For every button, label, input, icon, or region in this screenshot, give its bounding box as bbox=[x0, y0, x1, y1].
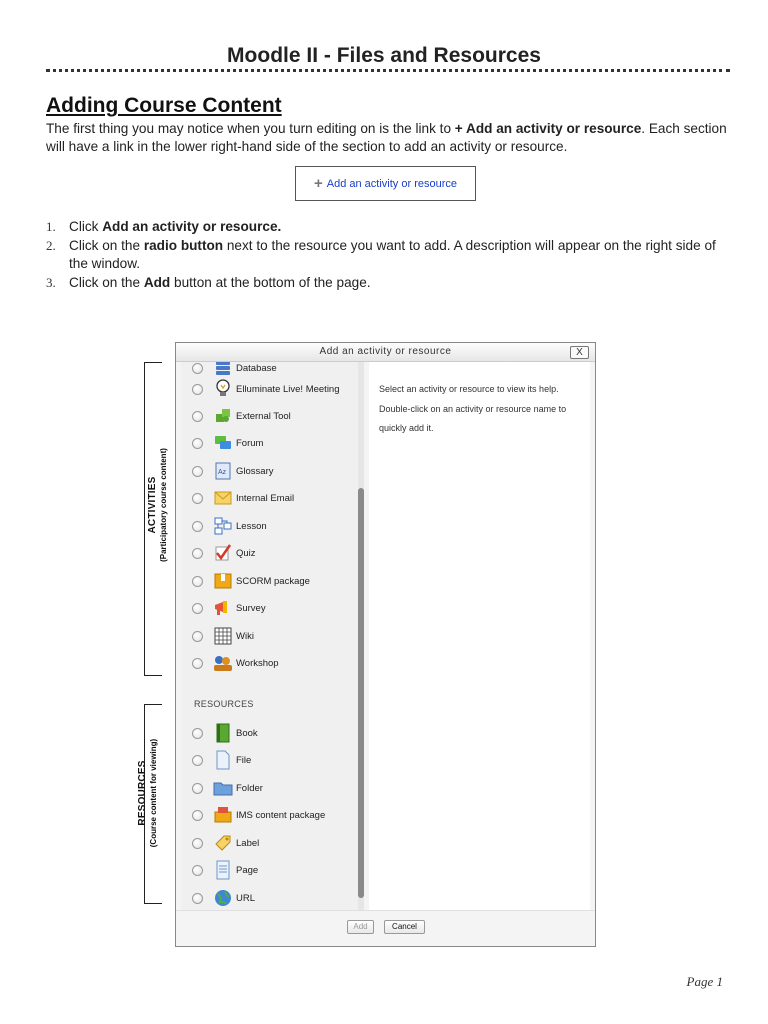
folder-icon bbox=[213, 778, 233, 798]
radio-button[interactable] bbox=[192, 893, 203, 904]
step-number: 3. bbox=[46, 274, 56, 290]
step-text-post: button at the bottom of the page. bbox=[170, 274, 371, 290]
puzzle-icon bbox=[213, 406, 233, 426]
item-label: Internal Email bbox=[236, 492, 295, 504]
item-label: Lesson bbox=[236, 520, 267, 532]
scorm-icon bbox=[213, 571, 233, 591]
item-label: Folder bbox=[236, 782, 263, 794]
step-item bbox=[46, 218, 736, 237]
checkmark-icon bbox=[213, 543, 233, 563]
megaphone-icon bbox=[213, 598, 233, 618]
envelope-icon bbox=[213, 488, 233, 508]
list-item-file[interactable] bbox=[181, 748, 356, 772]
module-list[interactable] bbox=[181, 362, 363, 910]
list-scrollbar[interactable] bbox=[358, 362, 364, 910]
item-label: Elluminate Live! Meeting bbox=[236, 383, 340, 395]
add-button[interactable]: Add bbox=[347, 920, 374, 934]
item-label: Quiz bbox=[236, 547, 256, 559]
item-label: IMS content package bbox=[236, 809, 326, 821]
page-icon bbox=[213, 860, 233, 880]
list-item-url[interactable] bbox=[181, 886, 356, 910]
list-item-elluminate[interactable] bbox=[181, 377, 356, 401]
radio-button[interactable] bbox=[192, 603, 203, 614]
radio-button[interactable] bbox=[192, 363, 203, 374]
resources-label-main: RESOURCES bbox=[137, 760, 148, 826]
list-item-book[interactable] bbox=[181, 721, 356, 745]
item-label: Wiki bbox=[236, 630, 254, 642]
step-text-bold: Add bbox=[143, 274, 171, 290]
step-text-pre: Click on the bbox=[69, 237, 144, 253]
item-label: Forum bbox=[236, 437, 264, 449]
dialog-header bbox=[176, 343, 595, 362]
step-text-bold: Add an activity or resource. bbox=[102, 219, 282, 234]
radio-button[interactable] bbox=[192, 548, 203, 559]
list-item-scorm[interactable] bbox=[181, 569, 356, 593]
item-label: File bbox=[236, 754, 252, 766]
list-item-forum[interactable] bbox=[181, 431, 356, 455]
page-number: Page 1 bbox=[686, 974, 723, 989]
list-item-workshop[interactable] bbox=[181, 651, 356, 675]
glossary-icon bbox=[213, 461, 233, 481]
help-text: Select an activity or resource to view its help. Double-click on an activity or resource name to quickly add it. bbox=[379, 384, 567, 433]
list-item-external-tool[interactable] bbox=[181, 404, 356, 428]
item-label: External Tool bbox=[236, 410, 291, 422]
step-number: 2. bbox=[46, 237, 56, 253]
step-text-pre: Click on the bbox=[69, 274, 144, 290]
item-label: URL bbox=[236, 892, 256, 904]
dialog-title: Add an activity or resource bbox=[319, 346, 452, 357]
radio-button[interactable] bbox=[192, 466, 203, 477]
radio-button[interactable] bbox=[192, 493, 203, 504]
radio-button[interactable] bbox=[192, 576, 203, 587]
step-number: 1. bbox=[46, 219, 56, 234]
radio-button[interactable] bbox=[192, 755, 203, 766]
radio-button[interactable] bbox=[192, 631, 203, 642]
add-activity-link-label[interactable]: Add an activity or resource bbox=[326, 177, 457, 190]
wiki-icon bbox=[213, 626, 233, 646]
activities-label-main: ACTIVITIES bbox=[147, 476, 158, 534]
resources-side-label bbox=[137, 713, 163, 873]
list-item-glossary[interactable] bbox=[181, 459, 356, 483]
item-label: SCORM package bbox=[236, 575, 310, 587]
radio-button[interactable] bbox=[192, 728, 203, 739]
item-label: Database bbox=[236, 362, 277, 374]
scrollbar-thumb[interactable] bbox=[358, 488, 364, 898]
lightbulb-icon bbox=[213, 379, 233, 399]
radio-button[interactable] bbox=[192, 438, 203, 449]
radio-button[interactable] bbox=[192, 783, 203, 794]
radio-button[interactable] bbox=[192, 810, 203, 821]
list-item-page[interactable] bbox=[181, 858, 356, 882]
item-label: Workshop bbox=[236, 657, 279, 669]
package-icon bbox=[213, 805, 233, 825]
activities-side-label bbox=[147, 425, 173, 585]
list-item-survey[interactable] bbox=[181, 596, 356, 620]
intro-text-bold: + Add an activity or resource bbox=[454, 121, 642, 136]
document-title: Moodle II - Files and Resources bbox=[227, 44, 541, 67]
database-icon bbox=[213, 362, 233, 378]
section-heading: Adding Course Content bbox=[46, 94, 282, 117]
intro-text-pre: The first thing you may notice when you turn editing on is the link to bbox=[46, 121, 455, 136]
item-label: Book bbox=[236, 727, 258, 739]
book-icon bbox=[213, 723, 233, 743]
globe-icon bbox=[213, 888, 233, 908]
radio-button[interactable] bbox=[192, 838, 203, 849]
intro-text-post: . Each section will have a link in the lower right-hand side of the section to add an activity or resource. bbox=[46, 121, 727, 154]
item-label: Label bbox=[236, 837, 260, 849]
item-label: Page bbox=[236, 864, 259, 876]
list-item-quiz[interactable] bbox=[181, 541, 356, 565]
list-item-wiki[interactable] bbox=[181, 624, 356, 648]
activities-label-sub: (Participatory course content) bbox=[159, 448, 168, 562]
steps-list bbox=[46, 218, 736, 292]
cancel-button[interactable]: Cancel bbox=[384, 920, 425, 934]
step-item bbox=[46, 237, 736, 274]
resources-label-sub: (Course content for viewing) bbox=[149, 738, 158, 848]
radio-button[interactable] bbox=[192, 865, 203, 876]
forum-icon bbox=[213, 433, 233, 453]
radio-button[interactable] bbox=[192, 658, 203, 669]
radio-button[interactable] bbox=[192, 521, 203, 532]
list-item-lesson[interactable] bbox=[181, 514, 356, 538]
radio-button[interactable] bbox=[192, 384, 203, 395]
list-item-label[interactable] bbox=[181, 831, 356, 855]
step-text-pre: Click bbox=[69, 219, 103, 234]
item-label: Glossary bbox=[236, 465, 274, 477]
tag-icon bbox=[213, 833, 233, 853]
plus-icon: + bbox=[314, 175, 323, 192]
help-pane bbox=[369, 362, 590, 910]
step-text-post: next to the resource you want to add. A description will appear on the right side of the window. bbox=[69, 237, 716, 271]
dialog-footer bbox=[176, 910, 595, 946]
close-button[interactable]: X bbox=[570, 346, 589, 359]
list-item-ims[interactable] bbox=[181, 803, 356, 827]
resources-heading: RESOURCES bbox=[194, 699, 254, 709]
step-text-bold: radio button bbox=[143, 237, 224, 253]
lesson-icon bbox=[213, 516, 233, 536]
item-label: Survey bbox=[236, 602, 266, 614]
step-item bbox=[46, 274, 736, 293]
list-item-folder[interactable] bbox=[181, 776, 356, 800]
workshop-icon bbox=[213, 653, 233, 673]
file-icon bbox=[213, 750, 233, 770]
dotted-divider bbox=[46, 69, 730, 72]
intro-paragraph bbox=[46, 120, 736, 156]
list-item-internal-email[interactable] bbox=[181, 486, 356, 510]
radio-button[interactable] bbox=[192, 411, 203, 422]
add-activity-dialog bbox=[175, 342, 596, 947]
svg-text:Az: Az bbox=[218, 469, 227, 476]
add-activity-link-example[interactable] bbox=[295, 166, 476, 201]
